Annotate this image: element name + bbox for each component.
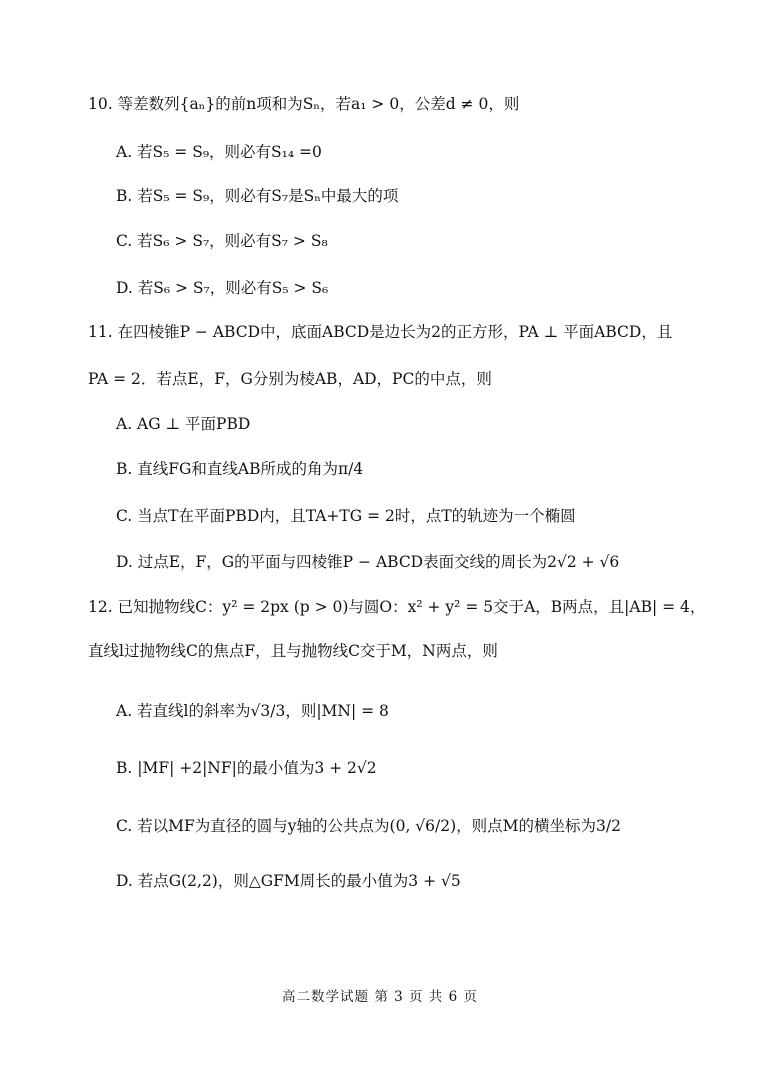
question-10-option-b: B. 若S₅ = S₉，则必有S₇是Sₙ中最大的项 <box>116 187 399 205</box>
question-11-option-d: D. 过点E，F，G的平面与四棱锥P − ABCD表面交线的周长为2√2 + √6 <box>116 553 620 571</box>
question-12-option-c: C. 若以MF为直径的圆与y轴的公共点为(0, √6/2)，则点M的横坐标为3/2 <box>116 817 621 835</box>
question-11-option-b: B. 直线FG和直线AB所成的角为π/4 <box>116 460 364 478</box>
question-10-stem: 10. 等差数列{aₙ}的前n项和为Sₙ，若a₁ > 0，公差d ≠ 0，则 <box>88 95 520 113</box>
question-10-option-c: C. 若S₆ > S₇，则必有S₇ > S₈ <box>116 232 328 250</box>
question-12-option-b: B. |MF| +2|NF|的最小值为3 + 2√2 <box>116 759 377 777</box>
question-10-option-a: A. 若S₅ = S₉，则必有S₁₄ =0 <box>116 143 322 161</box>
question-12-option-d: D. 若点G(2,2)，则△GFM周长的最小值为3 + √5 <box>116 872 461 890</box>
question-11-option-a: A. AG ⊥ 平面PBD <box>116 415 251 433</box>
question-10-option-d: D. 若S₆ > S₇，则必有S₅ > S₆ <box>116 279 329 297</box>
question-12-stem: 12. 已知抛物线C：y² = 2px (p > 0)与圆O：x² + y² = 5交于A，B两点，且|AB| = 4， <box>88 598 706 616</box>
question-11-stem: 11. 在四棱锥P − ABCD中，底面ABCD是边长为2的正方形，PA ⊥ 平面ABCD，且 <box>88 323 673 341</box>
question-11-stem-continued: PA = 2．若点E，F，G分别为棱AB，AD，PC的中点，则 <box>88 370 492 388</box>
page-footer: 高二数学试题 第 3 页 共 6 页 <box>282 989 478 1005</box>
question-12-option-a: A. 若直线l的斜率为√3/3，则|MN| = 8 <box>116 702 389 720</box>
question-11-option-c: C. 当点T在平面PBD内，且TA+TG = 2时，点T的轨迹为一个椭圆 <box>116 507 576 525</box>
question-12-stem-continued: 直线l过抛物线C的焦点F，且与抛物线C交于M，N两点，则 <box>88 642 498 660</box>
